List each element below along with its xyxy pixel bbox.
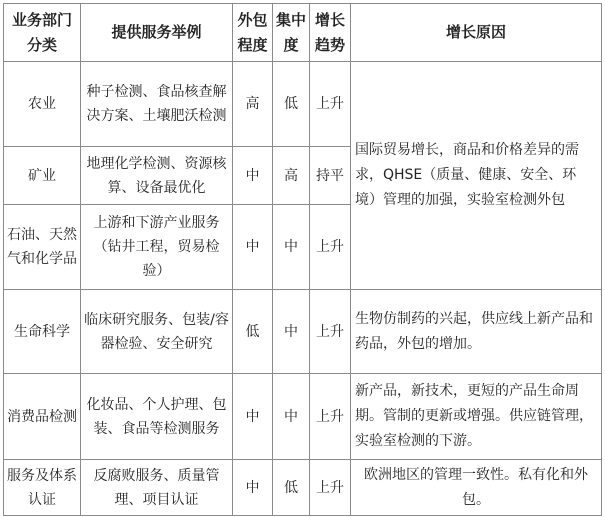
cell-outsource: 高 (233, 62, 273, 147)
cell-trend: 上升 (310, 205, 351, 290)
cell-service: 上游和下游产业服务（钻井工程，贸易检验） (81, 205, 233, 290)
cell-reason-certification: 欧洲地区的管理一致性。私有化和外包。 (351, 460, 602, 516)
cell-trend: 上升 (310, 290, 351, 374)
cell-service: 种子检测、食品核查解决方案、土壤肥沃检测 (81, 62, 233, 147)
table-row (4, 460, 602, 516)
cell-concentration: 中 (273, 374, 310, 460)
header-service: 提供服务举例 (81, 4, 233, 62)
cell-service: 临床研究服务、包装/容器检验、安全研究 (81, 290, 233, 374)
cell-concentration: 高 (273, 147, 310, 205)
header-row (4, 4, 602, 62)
cell-reason-group1: 国际贸易增长，商品和价格差异的需求，QHSE（质量、健康、安全、环境）管理的加强，实验室检测外包 (351, 62, 602, 290)
cell-dept: 石油、天然气和化学品 (4, 205, 81, 290)
header-outsource: 外包程度 (233, 4, 273, 62)
cell-trend: 上升 (310, 374, 351, 460)
cell-outsource: 中 (233, 205, 273, 290)
cell-dept: 农业 (4, 62, 81, 147)
cell-trend: 上升 (310, 62, 351, 147)
cell-service: 化妆品、个人护理、包装、食品等检测服务 (81, 374, 233, 460)
cell-dept: 消费品检测 (4, 374, 81, 460)
cell-outsource: 中 (233, 460, 273, 516)
cell-outsource: 中 (233, 374, 273, 460)
cell-concentration: 低 (273, 62, 310, 147)
cell-dept: 生命科学 (4, 290, 81, 374)
header-reason: 增长原因 (351, 4, 602, 62)
cell-reason-life-science: 生物仿制药的兴起，供应线上新产品和药品，外包的增加。 (351, 290, 602, 374)
table-row (4, 374, 602, 460)
header-concentration: 集中度 (273, 4, 310, 62)
cell-service: 反腐败服务、质量管理、项目认证 (81, 460, 233, 516)
cell-concentration: 中 (273, 205, 310, 290)
cell-concentration: 中 (273, 290, 310, 374)
cell-reason-consumer: 新产品，新技术，更短的产品生命周期。管制的更新或增强。供应链管理，实验室检测的下游。 (351, 374, 602, 460)
cell-dept: 矿业 (4, 147, 81, 205)
header-dept: 业务部门分类 (4, 4, 81, 62)
header-trend: 增长趋势 (310, 4, 351, 62)
cell-concentration: 低 (273, 460, 310, 516)
cell-dept: 服务及体系认证 (4, 460, 81, 516)
industry-table (3, 3, 602, 516)
table-row (4, 62, 602, 147)
cell-outsource: 低 (233, 290, 273, 374)
cell-trend: 持平 (310, 147, 351, 205)
cell-trend: 上升 (310, 460, 351, 516)
table-row (4, 290, 602, 374)
cell-outsource: 中 (233, 147, 273, 205)
cell-service: 地理化学检测、资源核算、设备最优化 (81, 147, 233, 205)
